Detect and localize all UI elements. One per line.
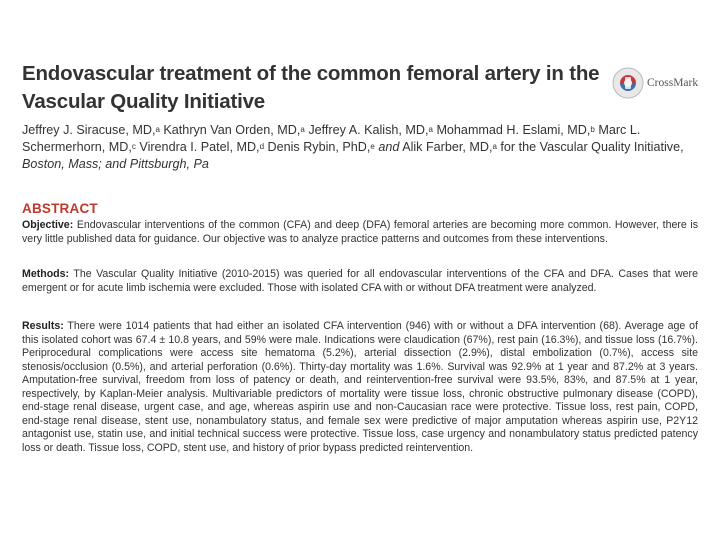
methods-label: Methods: — [22, 268, 70, 280]
abstract-methods — [22, 268, 698, 295]
results-text: There were 1014 patients that had either an isolated CFA intervention (946) with or without a DFA intervention (68). Average age of this isolated cohort was 67.4 ± 10.8 years, and 59% were male. Indications were claudication (67%), rest pain (16.3%), and tissue loss (16.7%). Periprocedural complications were access site hematoma (5.2%), arterial dissection (2.9%), distal embolization (0.7%), access site stenosis/occlusion (0.5%), and arterial perforation (0.6%). Thirty-day mortality was 1.6%. Survival was 92.9% at 1 year and 87.2% at 3 years. Amputation-free survival, freedom from loss of patency or death, and reintervention-free survival were 93.5%, 83%, and 87.5% at 1 year, respectively, by Kaplan-Meier analysis. Multivariable predictors of mortality were tissue loss, chronic obstructive pulmonary disease (COPD), end-stage renal disease, urgent case, and age, whereas aspirin use and non-Caucasian race were protective. Tissue loss, rest pain, COPD, end-stage renal disease, stent use, nonambulatory status, and female sex were predictive of major amputation whereas aspirin use, P2Y12 antagonist use, statin use, and initial technical success were protective. Tissue loss, case urgency and nonambulatory status predicted patency loss or death. Tissue loss, COPD, stent use, and history of prior bypass predicted reintervention. — [22, 320, 698, 454]
author-affiliation-mark: c — [131, 142, 136, 151]
author-affiliation-mark: a — [492, 142, 497, 151]
crossmark-label: CrossMark — [647, 77, 699, 89]
author-name: Jeffrey J. Siracuse, MD, — [22, 123, 156, 137]
abstract-results — [22, 320, 698, 455]
abstract-objective — [22, 219, 698, 246]
author-name: Marc L. Schermerhorn, MD, — [22, 123, 641, 154]
abstract-heading: ABSTRACT — [22, 201, 98, 216]
author-affiliation-mark: a — [428, 125, 433, 134]
author-affiliation-mark: d — [259, 142, 265, 151]
objective-text: Endovascular interventions of the common (CFA) and deep (DFA) femoral arteries are becoming more common. However, there is very little published data for guidance. Our objective was to analyze practice patterns and outcomes from these interventions. — [22, 219, 698, 245]
author-affiliation-mark: b — [590, 125, 595, 134]
crossmark-icon — [612, 67, 644, 99]
author-affiliation-mark: a — [300, 125, 305, 134]
objective-label: Objective: — [22, 219, 74, 231]
article-title: Endovascular treatment of the common femoral artery in the Vascular Quality Initiative — [22, 62, 600, 113]
methods-text: The Vascular Quality Initiative (2010-2015) was queried for all endovascular interventions of the CFA and DFA. Cases that were emergent or for acute limb ischemia were excluded. Those with isolated CFA with or without DFA treatment were analyzed. — [22, 268, 698, 294]
author-affiliation-mark: a — [155, 125, 160, 134]
study-group: for the Vascular Quality Initiative, — [500, 140, 684, 154]
results-label: Results: — [22, 320, 64, 332]
author-name: Alik Farber, MD, — [402, 140, 493, 154]
author-name: Kathryn Van Orden, MD, — [163, 123, 301, 137]
and-word: and — [378, 140, 400, 154]
author-name: Virendra I. Patel, MD, — [139, 140, 260, 154]
author-list — [22, 122, 702, 173]
author-name: Jeffrey A. Kalish, MD, — [308, 123, 429, 137]
author-name: Denis Rybin, PhD, — [267, 140, 371, 154]
author-name: Mohammad H. Eslami, MD, — [436, 123, 591, 137]
author-affiliation-mark: e — [370, 142, 375, 151]
crossmark-badge[interactable] — [612, 66, 712, 100]
affiliation-locations: Boston, Mass; and Pittsburgh, Pa — [22, 157, 209, 171]
